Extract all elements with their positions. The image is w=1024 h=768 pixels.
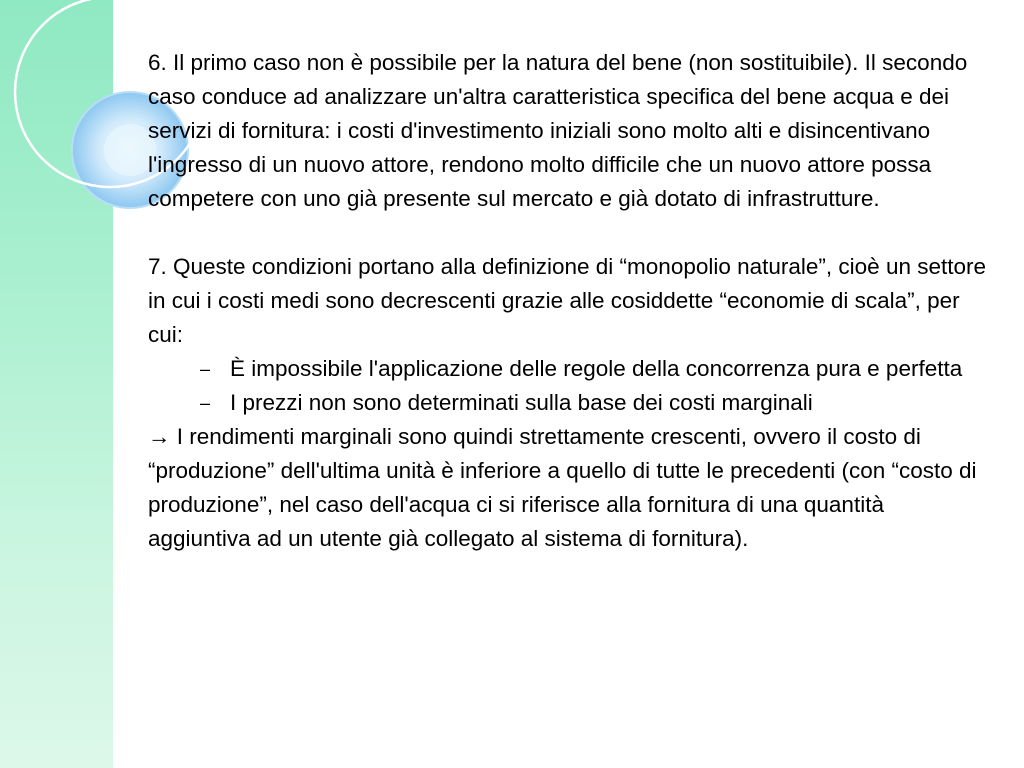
paragraph-6: 6. Il primo caso non è possibile per la natura del bene (non sostituibile). Il secondo caso conduce ad analizzare un'altra caratteristica specifica del bene acqua e dei servizi di fornitura: i costi d'investimento iniziali sono molto alti e disincentivano l'ingresso di un nuovo attore, rendono molto difficile che un nuovo attore possa competere con uno già presente sul mercato e già dotato di infrastrutture. xyxy=(148,50,968,211)
paragraph-gap xyxy=(148,216,988,250)
slide-text xyxy=(148,46,988,556)
bullet-dash: – xyxy=(200,393,211,413)
bullet-text: I prezzi non sono determinati sulla base dei costi marginali xyxy=(230,390,813,415)
bullet-text: È impossibile l'applicazione delle regole della concorrenza pura e perfetta xyxy=(230,356,963,381)
conclusion-paragraph: → I rendimenti marginali sono quindi strettamente crescenti, ovvero il costo di “produzione” dell'ultima unità è inferiore a quello di tutte le precedenti (con “costo di produzione”, nel caso dell'acqua ci si riferisce alla fornitura di una quantità aggiuntiva ad un utente già collegato al sistema di fornitura). xyxy=(148,424,977,551)
bullet-item xyxy=(148,386,988,420)
bullet-dash: – xyxy=(200,359,211,379)
bullet-item xyxy=(148,352,988,386)
paragraph-7: 7. Queste condizioni portano alla definizione di “monopolio naturale”, cioè un settore in cui i costi medi sono decrescenti grazie alle cosiddette “economie di scala”, per cui: xyxy=(148,254,987,347)
